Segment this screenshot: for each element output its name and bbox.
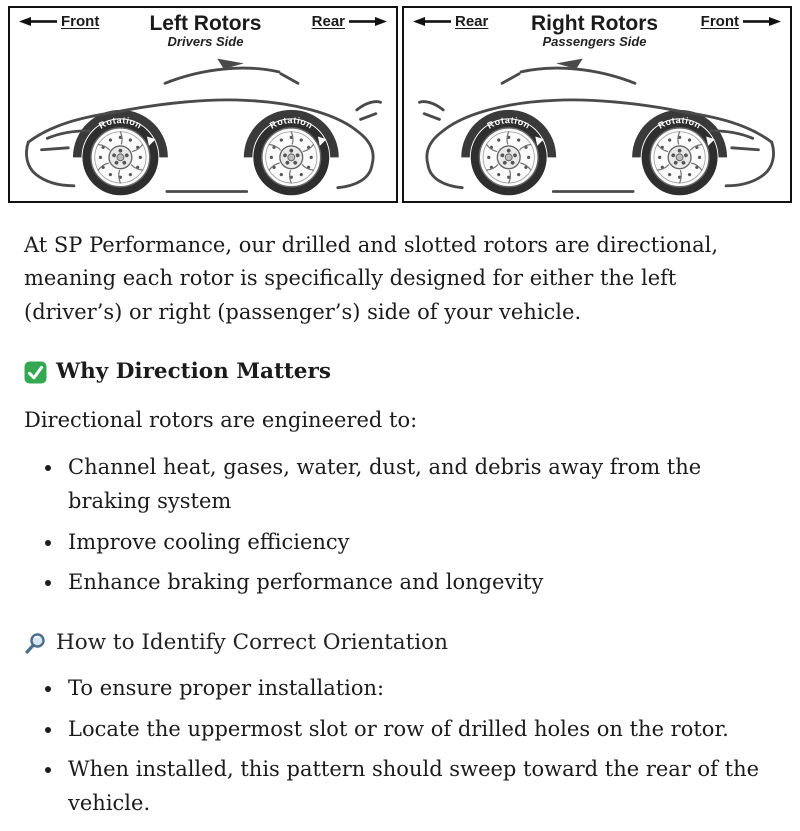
article-body xyxy=(0,213,800,821)
arrow-right-icon xyxy=(742,16,782,27)
list-item: • To ensure proper installation: xyxy=(64,672,776,706)
left-car-illustration xyxy=(10,51,396,201)
check-icon xyxy=(24,361,47,384)
right-panel-title: Right Rotors xyxy=(530,12,659,35)
front-direction-label xyxy=(18,13,99,30)
arrow-left-icon xyxy=(412,16,452,27)
how-heading-text: How to Identify Correct Orientation xyxy=(56,629,448,655)
left-rotors-panel xyxy=(8,6,398,203)
rotation-label-front-wheel: Rotation xyxy=(97,114,144,131)
right-car-illustration xyxy=(404,51,790,201)
list-item: • Enhance braking performance and longevity xyxy=(64,566,776,600)
rotation-label-rear-wheel: Rotation xyxy=(267,114,315,131)
how-to-identify-heading xyxy=(24,626,776,660)
arrow-left-icon xyxy=(18,16,58,27)
rear-direction-label xyxy=(312,13,388,30)
list-item: • Channel heat, gases, water, dust, and debris away from the braking system xyxy=(64,451,776,518)
magnifier-icon xyxy=(24,632,47,655)
how-bullet-list xyxy=(38,672,776,820)
left-panel-subtitle: Drivers Side xyxy=(167,34,244,50)
left-panel-title: Left Rotors xyxy=(149,12,262,35)
why-bullet-list xyxy=(38,451,776,599)
left-panel-titleblock xyxy=(99,13,311,49)
right-panel-titleblock xyxy=(488,13,700,49)
rear-label: Rear xyxy=(311,13,345,30)
right-panel-header xyxy=(404,8,790,49)
why-heading-text: Why Direction Matters xyxy=(56,359,331,385)
why-lead: Directional rotors are engineered to: xyxy=(24,407,418,432)
why-direction-matters-heading xyxy=(24,355,776,389)
list-item: • When installed, this pattern should sweep toward the rear of the vehicle. xyxy=(64,753,776,820)
list-item: • Locate the uppermost slot or row of drilled holes on the rotor. xyxy=(64,713,776,747)
left-panel-header xyxy=(10,8,396,49)
rotor-direction-figure xyxy=(8,6,792,203)
front-label: Front xyxy=(61,13,100,30)
front-label: Front xyxy=(700,13,739,30)
right-rotors-panel xyxy=(402,6,792,203)
rotation-label-rear-wheel: Rotation xyxy=(656,114,703,131)
rotation-label-front-wheel: Rotation xyxy=(485,114,533,131)
list-item: • Improve cooling efficiency xyxy=(64,526,776,560)
intro-paragraph: At SP Performance, our drilled and slotted rotors are directional, meaning each rotor is specifically designed for either the left (driver’s) or right (passenger’s) side of your vehicle. xyxy=(24,232,719,324)
right-panel-subtitle: Passengers Side xyxy=(542,34,647,50)
rear-direction-label xyxy=(412,13,488,30)
rear-label: Rear xyxy=(455,13,489,30)
arrow-right-icon xyxy=(348,16,388,27)
front-direction-label xyxy=(701,13,782,30)
